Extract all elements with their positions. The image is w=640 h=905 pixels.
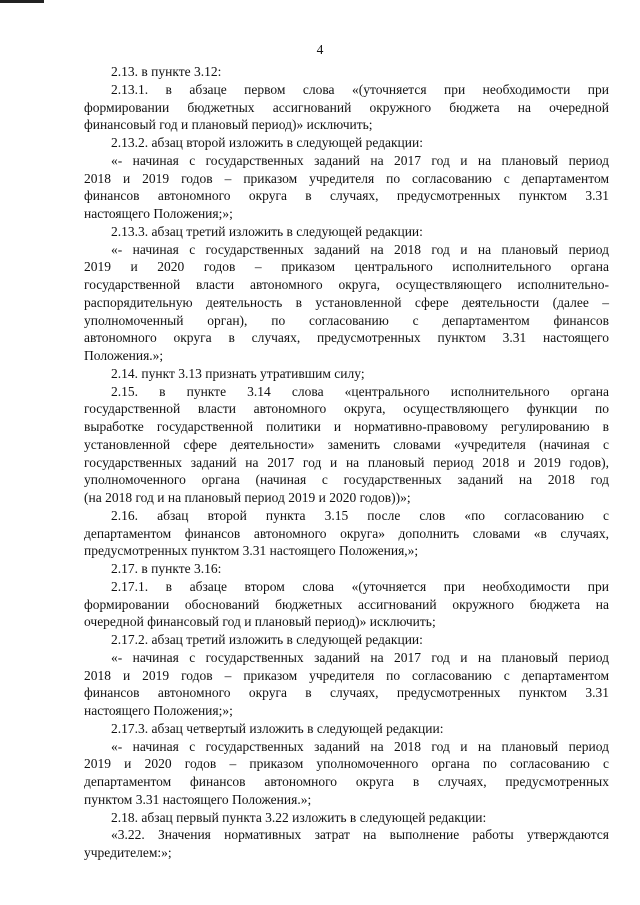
paragraph (84, 649, 609, 720)
paragraph (84, 152, 609, 223)
paragraph-line: 2018 и 2019 годов – приказом учредителя по согласованию с департаментом (84, 170, 609, 186)
paragraph-line: настоящего Положения;»; (84, 206, 233, 221)
paragraph-line: 2.13.2. абзац второй изложить в следующей редакции: (111, 135, 423, 150)
paragraph-line: 2.13. в пункте 3.12: (111, 64, 222, 79)
paragraph-line: 2.17.3. абзац четвертый изложить в следующей редакции: (111, 720, 444, 736)
paragraph (84, 809, 609, 827)
paragraph (84, 507, 609, 560)
paragraph (84, 826, 609, 862)
paragraph-line: 2.18. абзац первый пункта 3.22 изложить в следующей редакции: (111, 809, 487, 825)
paragraph-line: 2.17.1. в абзаце втором слова «(уточняется при необходимости при (111, 578, 609, 594)
paragraph-line: настоящего Положения;»; (84, 703, 233, 718)
paragraph (84, 63, 609, 81)
paragraph-line: формировании обоснований бюджетных ассигнований окружного бюджета на (84, 596, 609, 612)
paragraph (84, 81, 609, 134)
paragraph-line: (на 2018 год и на плановый период 2019 и 2020 годов))»; (84, 490, 411, 505)
paragraph (84, 631, 609, 649)
paragraph-line: «- начиная с государственных заданий на 2018 год и на плановый период (111, 738, 609, 754)
paragraph-line: 2.17. в пункте 3.16: (111, 561, 222, 576)
paragraph-line: уполномоченного органа (начиная с государственных заданий на 2018 год (84, 472, 609, 488)
scan-corner-mark (0, 0, 44, 3)
paragraph (84, 365, 609, 383)
paragraph-line: департаментом финансов автономного округа в случаях, предусмотренных (84, 774, 609, 789)
paragraph-line: департаментом финансов автономного округа» дополнить словами «в случаях, (84, 525, 609, 541)
paragraph-line: очередной финансовый год и плановый период)» исключить; (84, 614, 436, 630)
paragraph (84, 134, 609, 152)
paragraph (84, 720, 609, 738)
paragraph-line: формировании бюджетных ассигнований окружного бюджета на очередной (84, 99, 609, 115)
paragraph-line: Положения.»; (84, 348, 164, 363)
page-number: 4 (316, 42, 324, 57)
paragraph-line: «- начиная с государственных заданий на 2018 год и на плановый период (111, 241, 609, 257)
paragraph-line: уполномоченный орган), по согласованию с департаментом финансов (84, 312, 609, 328)
paragraph (84, 241, 609, 365)
paragraph-line: финансов автономного округа в случаях, предусмотренных пунктом 3.31 (84, 685, 609, 701)
paragraph-line: 2.13.1. в абзаце первом слова «(уточняется при необходимости при (111, 81, 609, 97)
paragraph-line: пунктом 3.31 настоящего Положения.»; (84, 791, 312, 807)
paragraph-line: 2.13.3. абзац третий изложить в следующей редакции: (111, 223, 423, 239)
paragraph-line: «- начиная с государственных заданий на 2017 год и на плановый период (111, 152, 609, 168)
paragraph-line: учредителем:»; (84, 845, 172, 860)
paragraph (84, 383, 609, 507)
paragraph-line: «- начиная с государственных заданий на 2017 год и на плановый период (111, 649, 609, 665)
paragraph-line: 2019 и 2020 годов – приказом уполномоченного органа по согласованию с (84, 756, 609, 772)
paragraph-line: 2.16. абзац второй пункта 3.15 после слов «по согласованию с (111, 507, 609, 523)
paragraph-line: автономного округа в случаях, предусмотренных пунктом 3.31 настоящего (84, 330, 609, 346)
paragraph (84, 560, 609, 578)
paragraph-line: финансовый год и плановый период)» исключить; (84, 117, 373, 133)
paragraph-line: 2019 и 2020 годов – приказом центрального исполнительного органа (84, 259, 609, 275)
paragraph-line: 2.15. в пункте 3.14 слова «центрального исполнительного органа (111, 383, 609, 399)
paragraph-line: 2018 и 2019 годов – приказом учредителя по согласованию с департаментом (84, 667, 609, 683)
paragraph-line: «3.22. Значения нормативных затрат на выполнение работы утверждаются (111, 827, 609, 843)
paragraph-line: предусмотренных пунктом 3.31 настоящего Положения,»; (84, 543, 419, 559)
paragraph (84, 578, 609, 631)
paragraph-line: распорядительную деятельность в установленной сфере деятельности (далее – (84, 294, 609, 310)
paragraph (84, 223, 609, 241)
document-body (84, 63, 609, 862)
paragraph-line: финансов автономного округа в случаях, предусмотренных пунктом 3.31 (84, 188, 609, 204)
paragraph-line: 2.14. пункт 3.13 признать утратившим силу; (111, 365, 365, 381)
paragraph-line: установленной сфере деятельности» заменить словами «учредителя (начиная с (84, 436, 609, 452)
paragraph-line: 2.17.2. абзац третий изложить в следующей редакции: (111, 632, 423, 647)
paragraph-line: государственных заданий на 2017 год и на плановый период 2018 и 2019 годов), (84, 454, 609, 470)
paragraph-line: выработке государственной политики и нормативно-правовому регулированию в (84, 419, 609, 434)
paragraph-line: государственной власти автономного округа, осуществляющего функции по (84, 401, 609, 417)
paragraph (84, 738, 609, 809)
paragraph-line: государственной власти автономного округа, осуществляющего исполнительно- (84, 277, 609, 292)
